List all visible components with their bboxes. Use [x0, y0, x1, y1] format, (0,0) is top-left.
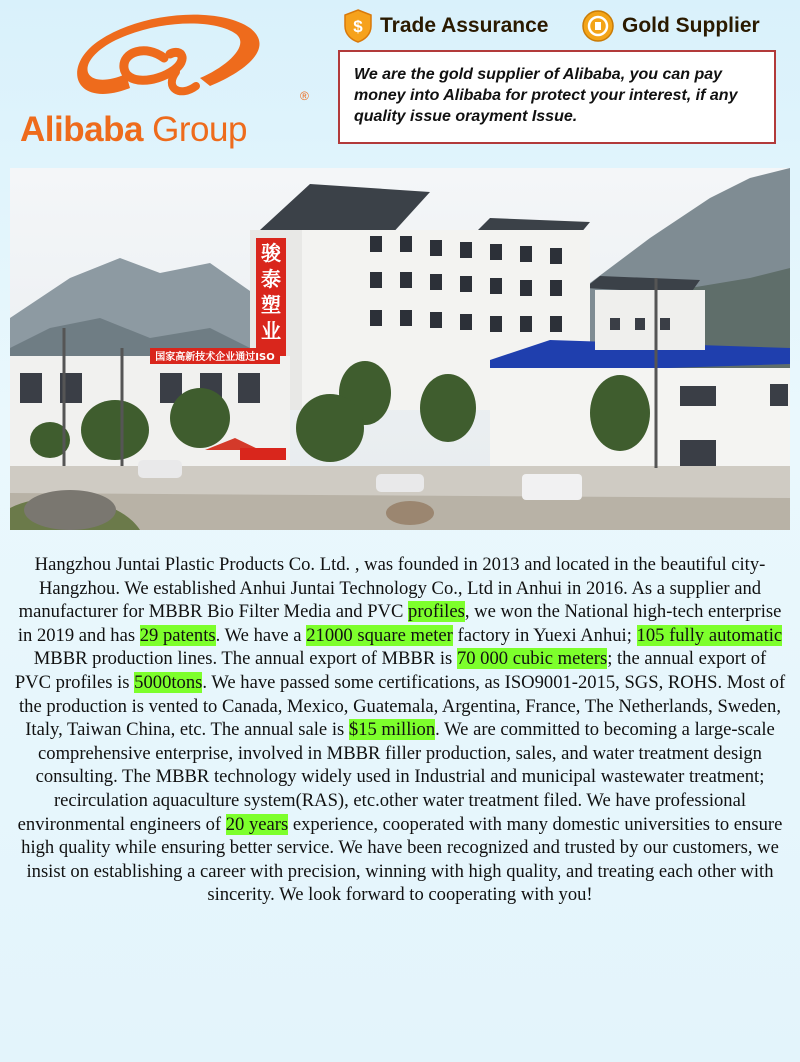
sign-char-4: 业 — [261, 319, 281, 343]
company-description — [14, 553, 786, 907]
trade-assurance-badge — [344, 10, 548, 42]
description-text: . We are committed to becoming a large-scale comprehensive enterprise, involved in MBBR filler production, sales, and water treatment design consulting. The MBBR technology widely used in Industrial and municipal wastewater treatment; recirculation aquaculture system(RAS), etc.other water treatment filed. We have professional environmental engineers of — [17, 719, 775, 835]
sign-char-1: 骏 — [261, 241, 281, 265]
highlighted-phrase: 5000tons — [134, 671, 203, 693]
highlighted-phrase: 29 patents — [139, 624, 216, 646]
description-text: . We have a — [215, 624, 307, 646]
description-text: experience, cooperated with many domestic universities to ensure high quality while ensuring better service. We have been recognized and trusted by our customers, we insist on establishing a career with precision, winning with high quality, and treating each other with sincerity. We look forward to cooperating with you! — [21, 813, 783, 906]
sign-char-3: 塑 — [261, 293, 281, 317]
trade-assurance-label: Trade Assurance — [380, 14, 549, 37]
highlighted-phrase: $15 million — [348, 719, 436, 741]
factory-building-image — [10, 168, 790, 530]
logo-brand: Alibaba — [20, 110, 143, 149]
description-text: ; the annual export of PVC profiles is — [14, 648, 767, 693]
factory-photo — [10, 168, 790, 530]
sign-char-2: 泰 — [261, 267, 281, 291]
gold-supplier-label: Gold Supplier — [622, 14, 760, 37]
logo-suffix: Group — [142, 110, 247, 149]
description-text: Hangzhou Juntai Plastic Products Co. Ltd. , was founded in 2013 and located in the beautiful city-Hangzhou. We established Anhui Juntai Technology Co., Ltd in Anhui in 2016. As a supplier and manufacturer for MBBR Bio Filter Media and PVC — [18, 554, 766, 623]
alibaba-group-logo — [14, 14, 324, 154]
highlighted-phrase: 20 years — [225, 813, 289, 835]
highlighted-phrase: 70 000 cubic meters — [456, 648, 608, 670]
gold-supplier-badge — [582, 10, 760, 42]
alibaba-logo-mark-icon — [14, 14, 324, 114]
description-text: MBBR production lines. The annual export of MBBR is — [33, 648, 457, 670]
description-text: , we won the National high-tech enterprise in 2019 and has — [17, 601, 782, 646]
gold-supplier-notice: We are the gold supplier of Alibaba, you can pay money into Alibaba for protect your interest, if any quality issue orayment Issue. — [338, 50, 776, 144]
description-text: . We have passed some certifications, as ISO9001-2015, SGS, ROHS. Most of the production is vented to Canada, Mexico, Guatemala, Argentina, France, The Netherlands, Sweden, Italy, Taiwan China, etc. The annual sale is — [19, 671, 786, 741]
header — [0, 0, 800, 160]
description-text: factory in Yuexi Anhui; — [452, 624, 637, 646]
svg-text:$: $ — [353, 17, 363, 36]
gold-supplier-medal-icon — [582, 10, 614, 42]
logo-wordmark — [20, 110, 247, 150]
registered-mark: ® — [300, 89, 309, 103]
highlighted-phrase: profiles — [408, 601, 465, 623]
trade-assurance-shield-icon — [344, 9, 372, 43]
supplier-badges — [344, 6, 784, 46]
banner-sign: 国家高新技术企业通过ISO — [155, 352, 275, 363]
highlighted-phrase: 21000 square meter — [306, 624, 453, 646]
highlighted-phrase: 105 fully automatic — [636, 624, 783, 646]
